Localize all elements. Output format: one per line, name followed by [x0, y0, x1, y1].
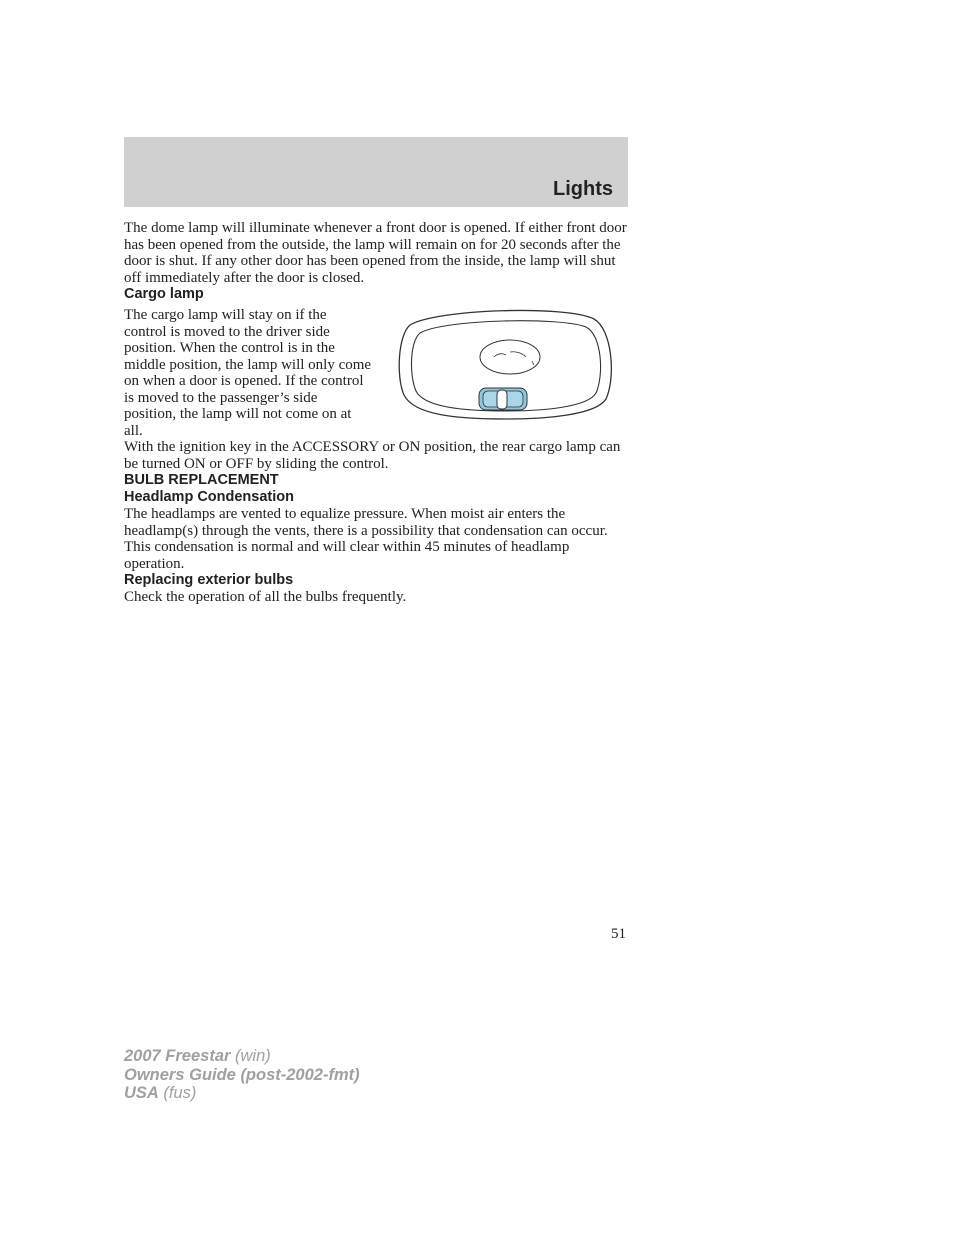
page-number: 51 [611, 926, 626, 942]
cargo-lamp-heading: Cargo lamp [124, 286, 204, 302]
footer-model: 2007 Freestar [124, 1047, 231, 1065]
headlamp-condensation-heading: Headlamp Condensation [124, 489, 294, 505]
headlamp-condensation-paragraph: The headlamps are vented to equalize pressure. When moist air enters the headlamp(s) through the vents, there is a possibility that condensation can occur. This condensation is normal and will clear within 45 minutes of headlamp operation. [124, 506, 608, 572]
footer-line-1 [124, 1047, 360, 1066]
page-content [124, 220, 630, 606]
footer-guide: Owners Guide (post-2002-fmt) [124, 1065, 360, 1084]
cargo-lamp-section [124, 307, 630, 439]
lamp-lens [480, 340, 540, 374]
bulb-replacement-heading: BULB REPLACEMENT [124, 472, 279, 488]
intro-paragraph: The dome lamp will illuminate whenever a front door is opened. If either front door has been opened from the outside, the lamp will remain on for 20 seconds after the door is shut. If any other door has been opened from the inside, the lamp will shut off immediately after the door is closed. [124, 220, 627, 286]
chapter-title: Lights [553, 178, 613, 200]
replacing-exterior-bulbs-heading: Replacing exterior bulbs [124, 572, 294, 588]
cargo-lamp-ignition-paragraph: With the ignition key in the ACCESSORY or ON position, the rear cargo lamp can be turned ON or OFF by sliding the control. [124, 439, 621, 472]
cargo-lamp-paragraph: The cargo lamp will stay on if the control is moved to the driver side position. When the control is in the middle position, the lamp will only come on when a door is opened. If the control is moved to the passenger’s side position, the lamp will not come on at all. [124, 307, 372, 439]
chapter-header [124, 137, 628, 207]
footer-line-3 [124, 1084, 360, 1103]
footer-model-code: (win) [230, 1047, 271, 1065]
footer-market: USA [124, 1084, 159, 1102]
replacing-exterior-bulbs-paragraph: Check the operation of all the bulbs frequently. [124, 589, 407, 605]
footer-line-2 [124, 1066, 360, 1085]
footer-market-code: (fus) [158, 1084, 197, 1102]
lamp-switch-slider [497, 390, 507, 409]
cargo-lamp-illustration [396, 307, 616, 422]
document-footer [124, 1047, 360, 1103]
